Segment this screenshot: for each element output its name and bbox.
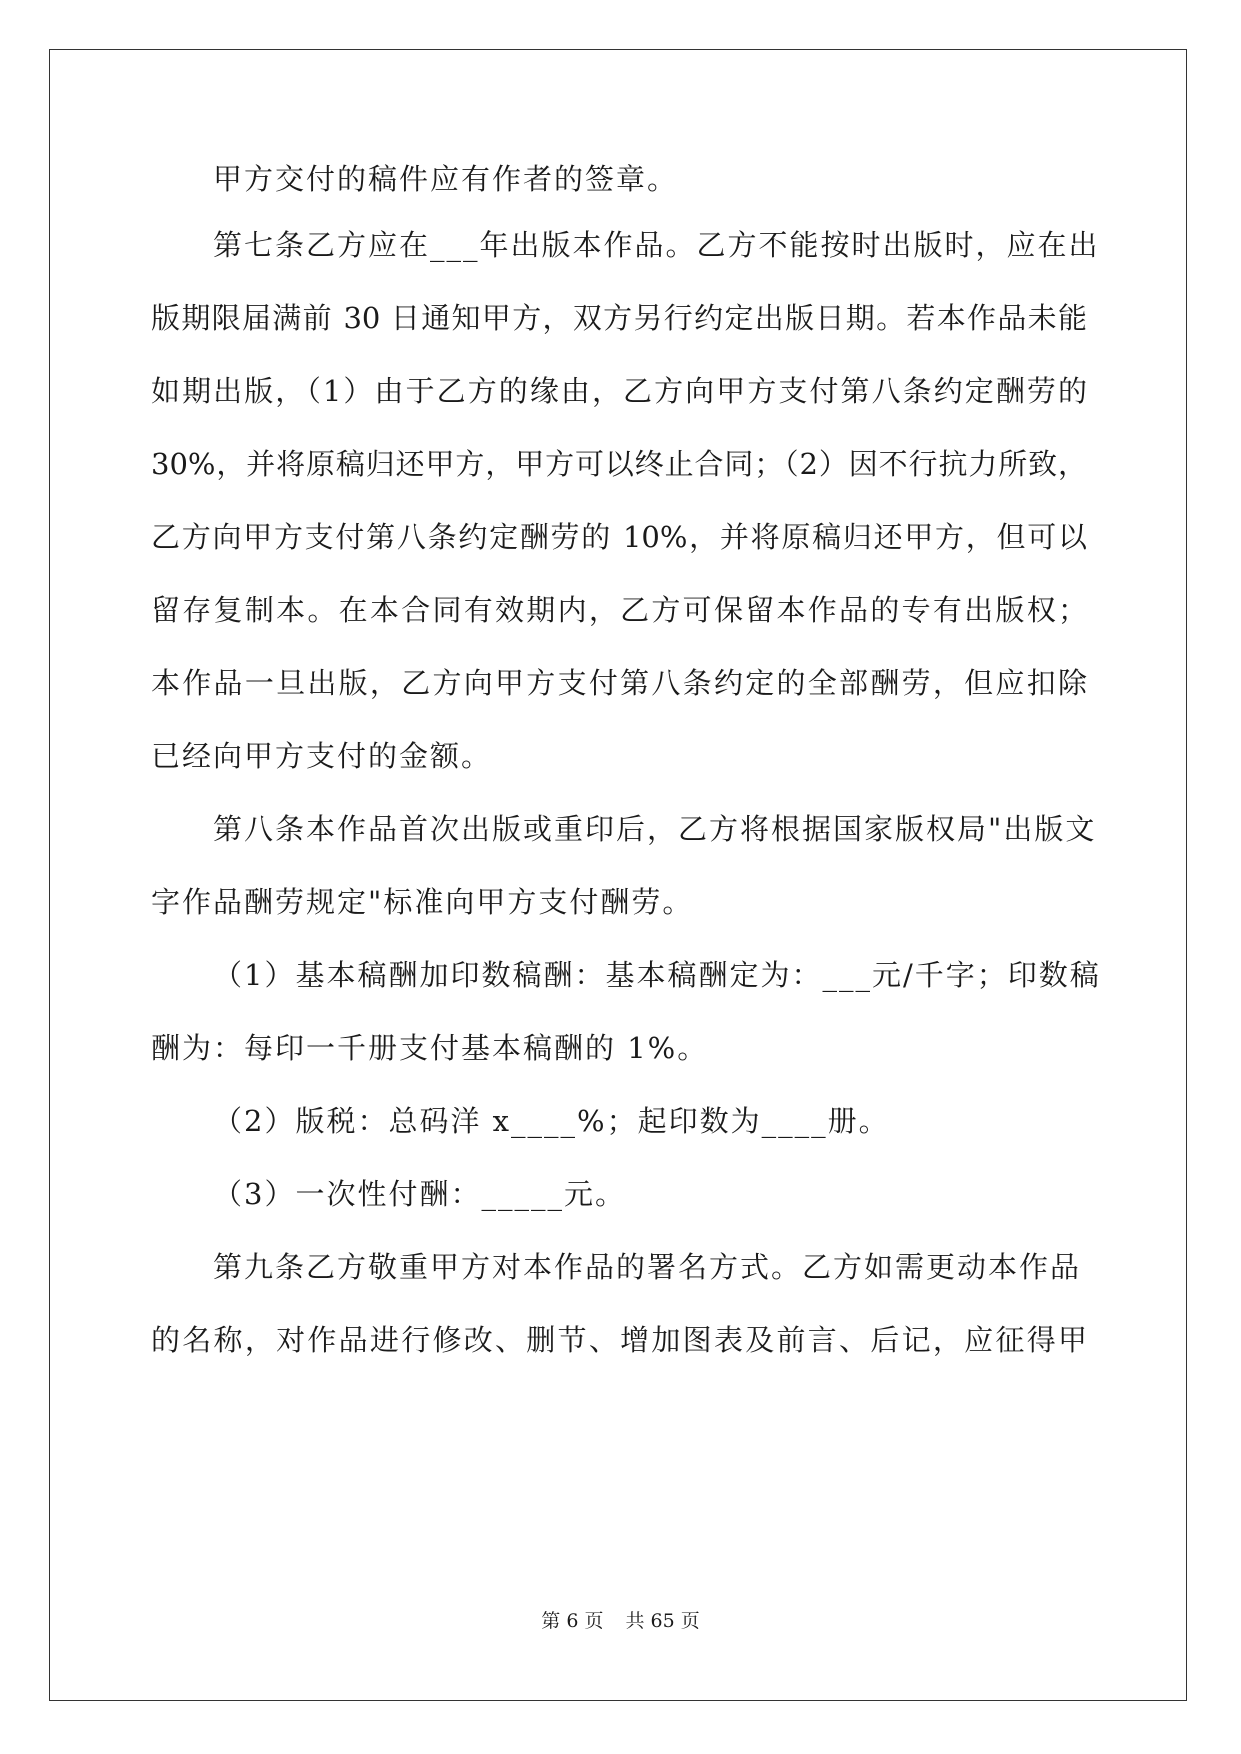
paragraph-line: 的名称，对作品进行修改、删节、增加图表及前言、后记，应征得甲 (151, 1323, 1087, 1357)
paragraph-line: 甲方交付的稿件应有作者的签章。 (213, 162, 679, 196)
paragraph-line: 酬为：每印一千册支付基本稿酬的 1%。 (151, 1031, 709, 1065)
paragraph-line: 留存复制本。在本合同有效期内，乙方可保留本作品的专有出版权； (151, 593, 1087, 627)
total-pages: 共 65 页 (625, 1610, 700, 1632)
paragraph-line: 如期出版，（1）由于乙方的缘由，乙方向甲方支付第八条约定酬劳的 (151, 374, 1087, 408)
paragraph-line: 乙方向甲方支付第八条约定酬劳的 10%，并将原稿归还甲方，但可以 (151, 520, 1087, 554)
paragraph-line: 第八条本作品首次出版或重印后，乙方将根据国家版权局"出版文 (213, 812, 1097, 846)
paragraph-line: （1）基本稿酬加印数稿酬：基本稿酬定为：___元/千字；印数稿 (213, 958, 1101, 992)
paragraph-line: 第九条乙方敬重甲方对本作品的署名方式。乙方如需更动本作品 (213, 1250, 1082, 1284)
paragraph-line: 第七条乙方应在___年出版本作品。乙方不能按时出版时，应在出 (213, 228, 1100, 262)
paragraph-line: 字作品酬劳规定"标准向甲方支付酬劳。 (151, 885, 694, 919)
paragraph-line: 版期限届满前 30 日通知甲方，双方另行约定出版日期。若本作品未能 (151, 301, 1087, 335)
page-border (49, 49, 1187, 1701)
paragraph-line: 30%，并将原稿归还甲方，甲方可以终止合同；（2）因不行抗力所致， (151, 447, 1087, 481)
paragraph-line: （2）版税：总码洋 x____%；起印数为____册。 (213, 1104, 890, 1138)
paragraph-line: 已经向甲方支付的金额。 (151, 739, 493, 773)
page-number: 第 6 页 (541, 1610, 604, 1632)
paragraph-line: （3）一次性付酬：_____元。 (213, 1177, 626, 1211)
paragraph-line: 本作品一旦出版，乙方向甲方支付第八条约定的全部酬劳，但应扣除 (151, 666, 1087, 700)
page-footer (0, 1609, 1241, 1633)
